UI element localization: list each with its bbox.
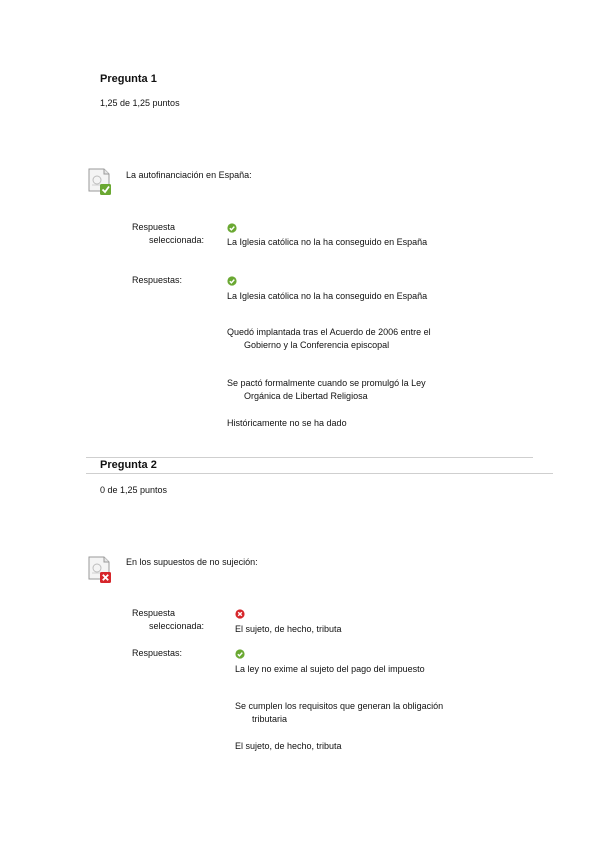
question-title: Pregunta 2 (100, 459, 157, 471)
x-circle-icon (235, 609, 245, 619)
question-graded-correct-icon (88, 168, 112, 198)
answer-option: Históricamente no se ha dado (227, 418, 347, 428)
question-graded-incorrect-icon (88, 556, 112, 586)
check-circle-icon (235, 649, 245, 659)
answer-option: Quedó implantada tras el Acuerdo de 2006 entre el Gobierno y la Conferencia episcopal (227, 327, 431, 350)
answer-option: El sujeto, de hecho, tributa (235, 741, 342, 751)
check-circle-icon (227, 223, 237, 233)
answer-option: La ley no exime al sujeto del pago del impuesto (235, 664, 425, 674)
question-text: En los supuestos de no sujeción: (126, 557, 258, 567)
selected-answer: El sujeto, de hecho, tributa (235, 624, 342, 634)
answers-label: Respuestas: (132, 648, 183, 658)
answers-label: Respuestas: (132, 275, 183, 285)
divider (86, 457, 533, 458)
selected-answer: La Iglesia católica no la ha conseguido en España (227, 237, 428, 247)
answer-option: La Iglesia católica no la ha conseguido en España (227, 291, 428, 301)
selected-answer-label: Respuesta seleccionada: (132, 608, 205, 631)
question-points: 1,25 de 1,25 puntos (100, 98, 180, 108)
question-title: Pregunta 1 (100, 73, 157, 85)
question-points: 0 de 1,25 puntos (100, 485, 168, 495)
question-text: La autofinanciación en España: (126, 170, 252, 180)
selected-answer-label: Respuesta seleccionada: (132, 222, 205, 245)
answer-option: Se pactó formalmente cuando se promulgó la Ley Orgánica de Libertad Religiosa (227, 378, 426, 401)
answer-option: Se cumplen los requisitos que generan la obligación tributaria (235, 701, 444, 724)
check-circle-icon (227, 276, 237, 286)
divider (86, 473, 553, 474)
